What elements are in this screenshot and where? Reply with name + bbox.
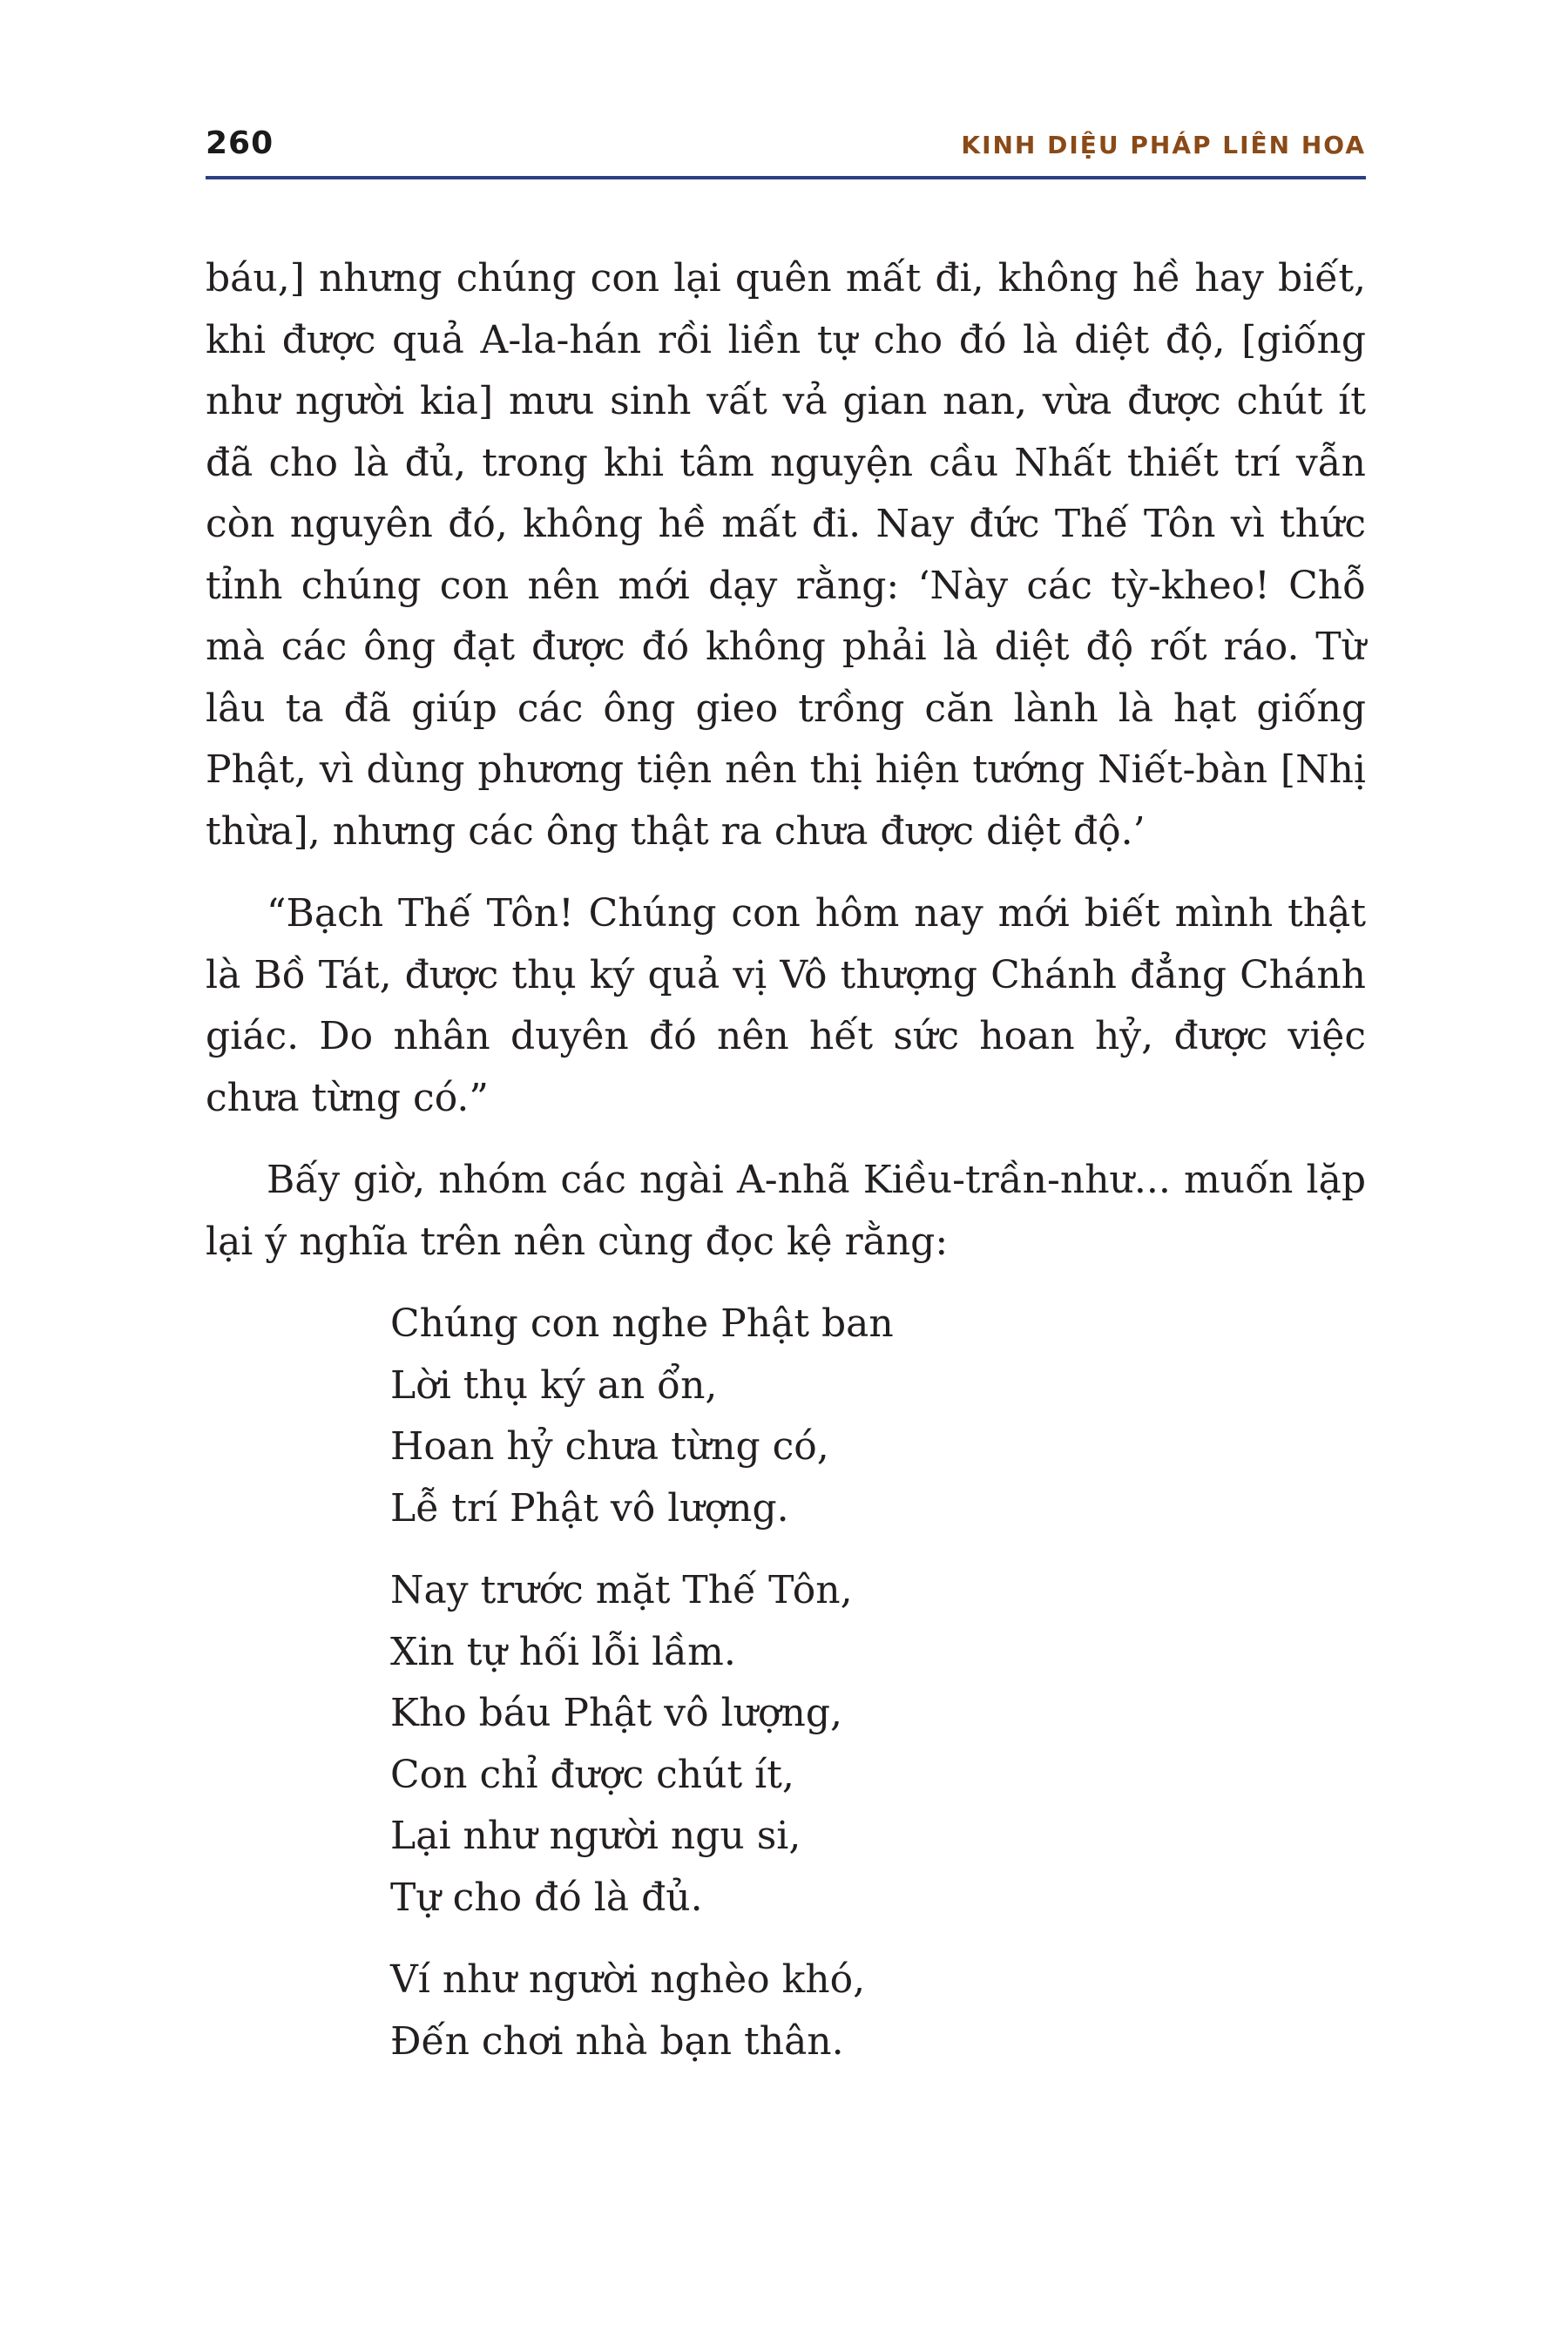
paragraph-quote: “Bạch Thế Tôn! Chúng con hôm nay mới biết mình thật là Bồ Tát, được thụ ký quả vị Vô thượng Chánh đẳng Chánh giác. Do nhân duyên đó nên hết sức hoan hỷ, được việc chưa từng có.” [206, 891, 1366, 1120]
verse-line: Hoan hỷ chưa từng có, [390, 1424, 829, 1469]
body-text [206, 248, 1366, 2072]
verse-block [390, 1294, 1366, 2072]
paragraph-continuation: báu,] nhưng chúng con lại quên mất đi, không hề hay biết, khi được quả A-la-hán rồi liền tự cho đó là diệt độ, [giống như người kia] mưu sinh vất vả gian nan, vừa được chút ít đã cho là đủ, trong khi tâm nguyện cầu Nhất thiết trí vẫn còn nguyên đó, không hề mất đi. Nay đức Thế Tôn vì thức tỉnh chúng con nên mới dạy rằng: ‘Này các tỳ-kheo! Chỗ mà các ông đạt được đó không phải là diệt độ rốt ráo. Từ lâu ta đã giúp các ông gieo trồng căn lành là hạt giống Phật, vì dùng phương tiện nên thị hiện tướng Niết-bàn [Nhị thừa], nhưng các ông thật ra chưa được diệt độ.’ [206, 256, 1366, 854]
verse-line: Con chỉ được chút ít, [390, 1752, 794, 1797]
verse-line: Xin tự hối lỗi lầm. [390, 1629, 736, 1674]
verse-line: Lời thụ ký an ổn, [390, 1362, 718, 1408]
verse-line: Đến chơi nhà bạn thân. [390, 2018, 844, 2064]
verse-line: Ví như người nghèo khó, [390, 1957, 866, 2002]
verse-line: Tự cho đó là đủ. [390, 1875, 703, 1920]
verse-line: Lễ trí Phật vô lượng. [390, 1485, 789, 1531]
verse-stanza [390, 1950, 1366, 2072]
verse-line: Kho báu Phật vô lượng, [390, 1691, 842, 1735]
header-divider [206, 176, 1366, 179]
verse-line: Chúng con nghe Phật ban [390, 1301, 894, 1346]
page-header [206, 122, 1366, 174]
running-title: KINH DIỆU PHÁP LIÊN HOA [961, 131, 1366, 159]
verse-stanza [390, 1560, 1366, 1929]
paragraph-intro-verse: Bấy giờ, nhóm các ngài A-nhã Kiều-trần-như... muốn lặp lại ý nghĩa trên nên cùng đọc kệ rằng: [206, 1158, 1366, 1264]
verse-line: Lại như người ngu si, [390, 1814, 801, 1858]
page-number: 260 [206, 125, 274, 161]
verse-stanza [390, 1294, 1366, 1539]
verse-line: Nay trước mặt Thế Tôn, [390, 1568, 853, 1612]
